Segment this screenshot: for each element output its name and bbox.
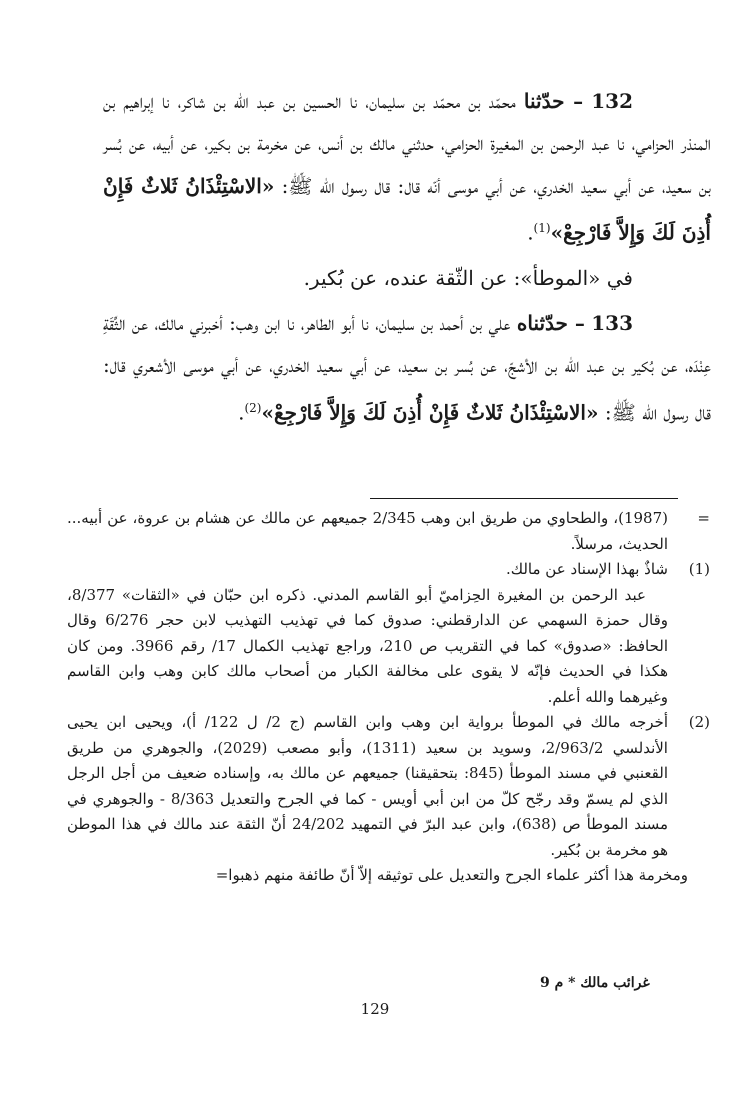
hadith-number: 133 <box>591 311 633 336</box>
footnote-ref: (1) <box>533 220 551 235</box>
hadith-132: 132 – حدّثنا محمّد بن محمّد بن سليمان، نا الحسين بن عبد الله بن شاكر، نا إبراهيم بن المنذر الحزامي، نا عبد الرحمن بن المغيرة الحزامي، حدثني مالك بن أنس، عن مخرمة بن بكير، عن أبيه، عن بُسر بن سعيد، عن أبي سعيد الخدري، عن أبي موسى أنّه قال: قال رسول الله ﷺ: «الاسْتِئْذَانُ ثَلاثٌ فَإِنْ أُذِنَ لَكَ وَإِلاَّ فَارْجِعْ»$^{(1)}$. <box>103 89 712 245</box>
muwatta-note: في «الموطأ»: عن الثّقة عنده، عن بُكير. <box>303 265 633 290</box>
hadith-matn: «الاسْتِئْذَانُ ثَلاثٌ فَإِنْ أُذِنَ لَكَ وَإِلاَّ فَارْجِعْ» <box>261 400 599 425</box>
footnote-continuation: = (1987)، والطحاوي من طريق ابن وهب 2/345 جميعهم عن مالك عن هشام بن عروة، عن أبيه... الحديث، مرسلاً. <box>67 506 710 557</box>
hadith-matn: «الاسْتِئْذَانُ ثَلاثٌ فَإِنْ أُذِنَ لَكَ وَإِلاَّ فَارْجِعْ» <box>103 173 711 245</box>
footnote-marker: (2) <box>688 713 710 731</box>
hadith-chain: محمّد بن محمّد بن سليمان، نا الحسين بن عبد الله بن شاكر، نا إبراهيم بن المنذر الحزامي، نا عبد الرحمن بن المغيرة الحزامي، حدثني مالك بن أنس، عن مخرمة بن بكير، عن أبيه، عن بُسر بن سعيد، عن أبي سعيد الخدري، عن أبي موسى أنّه قال: قال رسول الله ﷺ: <box>103 89 712 198</box>
hadith-chain: علي بن أحمد بن سليمان، نا أبو الطاهر، نا ابن وهب: أخبرني مالك، عن الثِّقَةِ عِنْدَه، عن بُكير بن عبد الله بن الأشجّ، عن بُسر بن سعيد، عن أبي سعيد الخدري، عن أبي موسى الأشعري قال: قال رسول الله ﷺ: <box>103 311 712 425</box>
page-number: 129 <box>360 1000 390 1018</box>
hadith-lead: – حدّثناه <box>516 311 585 336</box>
footnotes <box>67 506 710 889</box>
signature-mark: غرائب مالك * م 9 <box>540 975 650 991</box>
hadith-number: 132 <box>591 89 634 113</box>
footnote-1-paragraph: عبد الرحمن بن المغيرة الحِزاميّ أبو القاسم المدني. ذكره ابن حبّان في «الثقات» 8/377، وقال حمزة السهمي عن الدارقطني: صدوق كما في تهذيب التهذيب لابن حجر 6/276 وقال الحافظ: «صدوق» كما في التقريب ص 210، وراجع تهذيب الكمال 17/ رقم 3966. ومن كان هكذا في الحديث فإنّه لا يقوى على مخالفة الكبار من أصحاب مالك كابن وهب وابن القاسم وغيرهما والله أعلم. <box>67 585 668 706</box>
hadith-lead: – حدّثنا <box>523 89 584 113</box>
continuation-mark: = <box>697 509 710 527</box>
main-text <box>103 80 711 434</box>
footnote-divider <box>370 498 678 499</box>
footnote-ref: (2) <box>244 400 262 415</box>
footnote-marker: (1) <box>688 560 710 578</box>
footnote-2: (2) أخرجه مالك في الموطأ برواية ابن وهب وابن القاسم (ج 2/ ل 122/ أ)، ويحيى ابن يحيى الأندلسي 2/963/2، وسويد بن سعيد (1311)، وأبو مصعب (2029)، والجوهري من طريق القعنبي في مسند الموطأ (845: بتحقيقنا) جميعهم عن مالك به، وإسناده ضعيف من أجل الرجل الذي لم يسمّ وقد رجّح كلّ من ابن أبي أويس - كما في الجرح والتعديل 8/363 - والجوهري في مسند الموطأ ص (638)، وابن عبد البرّ في التمهيد 24/202 أنّ الثقة عند مالك في هذا الموطن هو مخرمة بن بُكير. <box>67 710 710 863</box>
footnote-continues-next-page: ومخرمة هذا أكثر علماء الجرح والتعديل على توثيقه إلاّ أنّ طائفة منهم ذهبوا= <box>215 866 688 884</box>
hadith-133: 133 – حدّثناه علي بن أحمد بن سليمان، نا أبو الطاهر، نا ابن وهب: أخبرني مالك، عن الثِّقَةِ عِنْدَه، عن بُكير بن عبد الله بن الأشجّ، عن بُسر بن سعيد، عن أبي سعيد الخدري، عن أبي موسى الأشعري قال: قال رسول الله ﷺ: «الاسْتِئْذَانُ ثَلاثٌ فَإِنْ أُذِنَ لَكَ وَإِلاَّ فَارْجِعْ»$^{(2)}$. <box>103 311 712 425</box>
footnote-1: (1) شاذٌ بهذا الإسناد عن مالك. <box>67 557 710 583</box>
